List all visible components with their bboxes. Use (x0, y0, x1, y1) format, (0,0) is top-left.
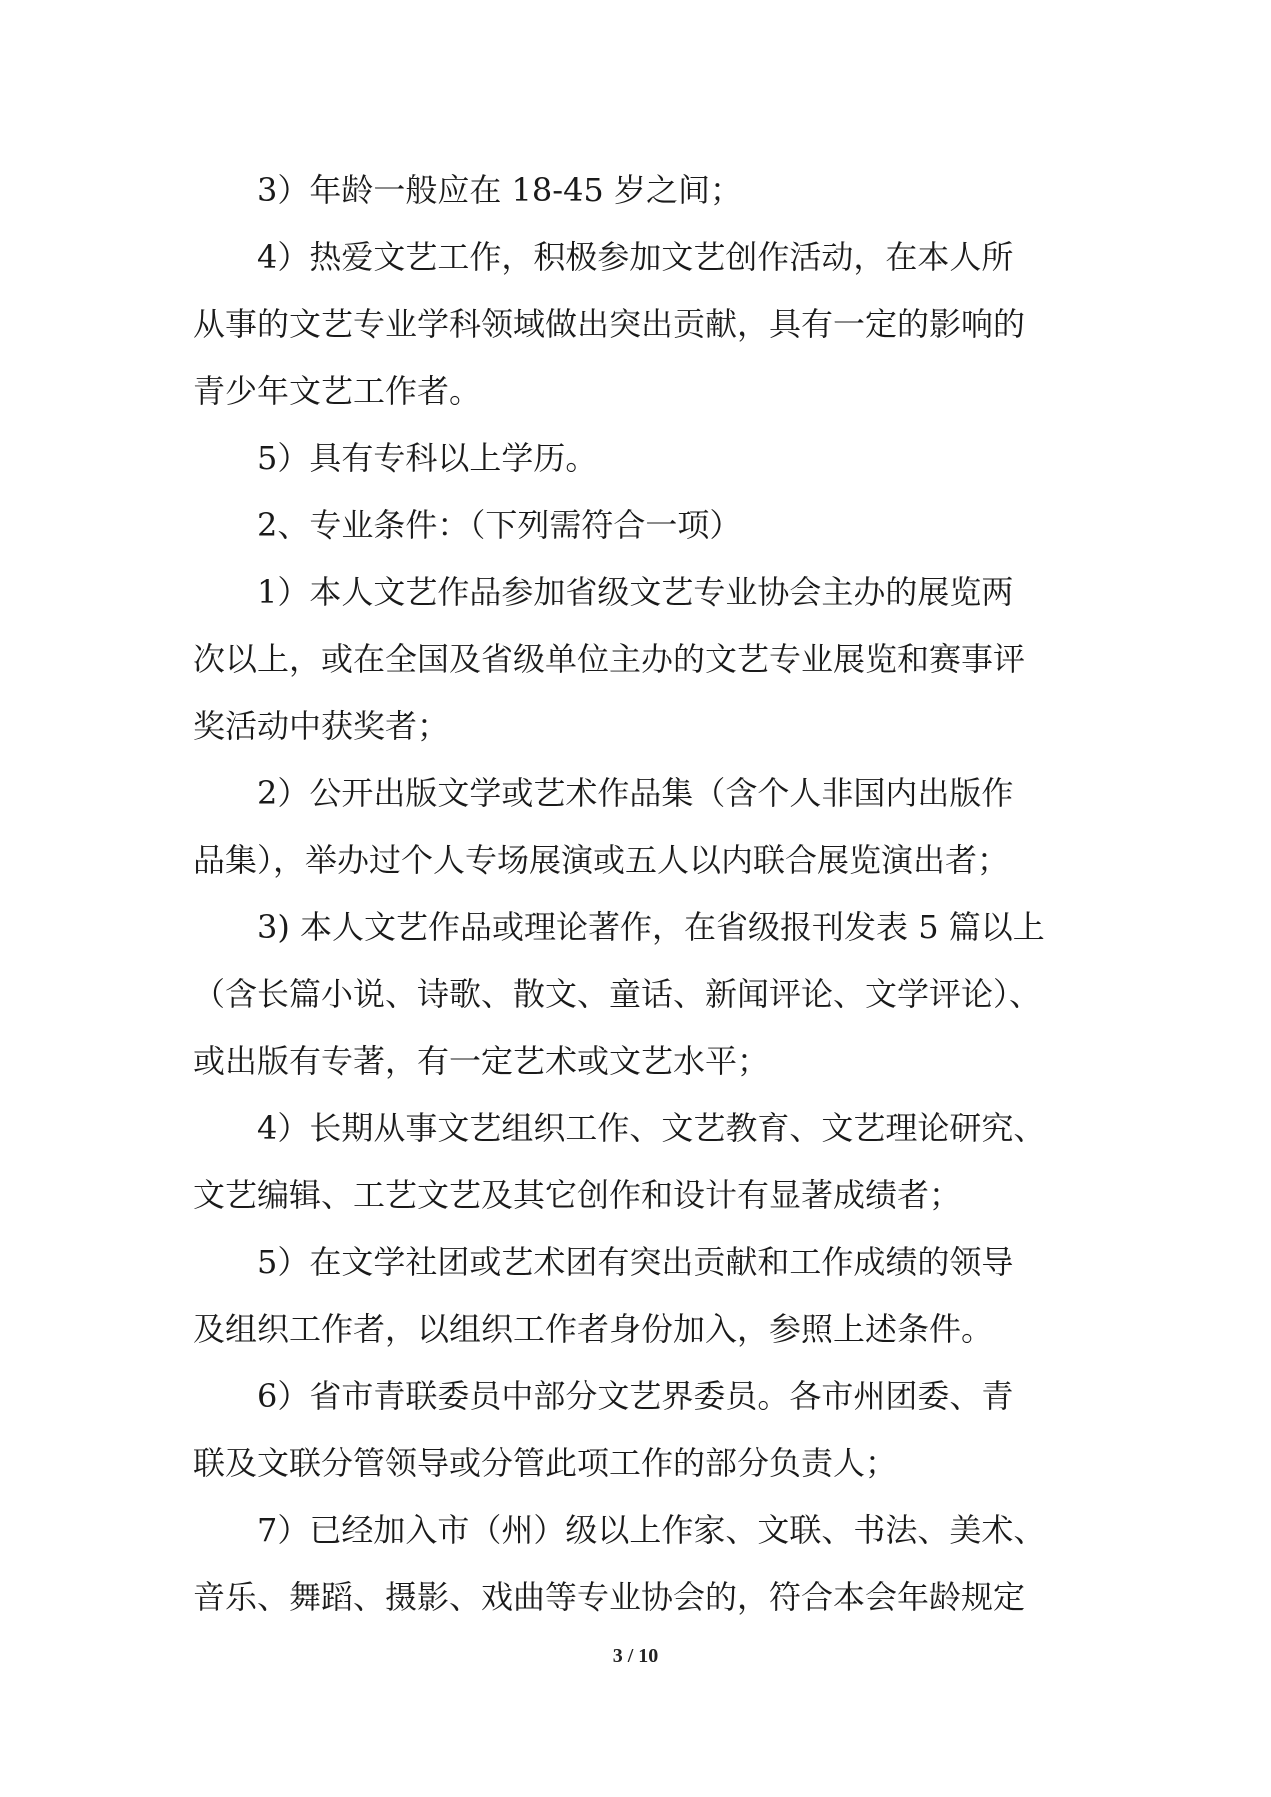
paragraph-line: 3) 本人文艺作品或理论著作，在省级报刊发表 5 篇以上 (257, 908, 1045, 946)
paragraph-line: 7）已经加入市（州）级以上作家、文联、书法、美术、 (257, 1511, 1046, 1549)
paragraph-line: 及组织工作者，以组织工作者身份加入，参照上述条件。 (193, 1310, 994, 1348)
paragraph-line: 4）长期从事文艺组织工作、文艺教育、文艺理论研究、 (257, 1109, 1046, 1147)
paragraph-line: 次以上，或在全国及省级单位主办的文艺专业展览和赛事评 (193, 640, 1026, 678)
paragraph-line: 联及文联分管领导或分管此项工作的部分负责人； (193, 1444, 898, 1482)
paragraph-line: 或出版有专著，有一定艺术或文艺水平； (193, 1042, 770, 1080)
paragraph-line: 4）热爱文艺工作，积极参加文艺创作活动，在本人所 (257, 238, 1014, 276)
paragraph-line: 5）具有专科以上学历。 (257, 439, 598, 477)
paragraph-line: 音乐、舞蹈、摄影、戏曲等专业协会的，符合本会年龄规定 (193, 1578, 1026, 1616)
paragraph-line: （含长篇小说、诗歌、散文、童话、新闻评论、文学评论）、 (193, 975, 1042, 1013)
paragraph-line: 从事的文艺专业学科领域做出突出贡献，具有一定的影响的 (193, 305, 1026, 343)
paragraph-line: 品集），举办过个人专场展演或五人以内联合展览演出者； (193, 841, 1010, 879)
paragraph-line: 2、专业条件：（下列需符合一项） (257, 506, 742, 544)
paragraph-line: 6）省市青联委员中部分文艺界委员。各市州团委、青 (257, 1377, 1014, 1415)
page-number: 3 / 10 (612, 1645, 659, 1667)
paragraph-line: 奖活动中获奖者； (193, 707, 450, 745)
paragraph-line: 3）年龄一般应在 18-45 岁之间； (257, 171, 742, 209)
paragraph-line: 1）本人文艺作品参加省级文艺专业协会主办的展览两 (257, 573, 1014, 611)
paragraph-line: 青少年文艺工作者。 (193, 372, 482, 410)
paragraph-line: 5）在文学社团或艺术团有突出贡献和工作成绩的领导 (257, 1243, 1014, 1281)
document-body (193, 157, 1085, 1631)
paragraph-line: 2）公开出版文学或艺术作品集（含个人非国内出版作 (257, 774, 1014, 812)
paragraph-line: 文艺编辑、工艺文艺及其它创作和设计有显著成绩者； (193, 1176, 962, 1214)
